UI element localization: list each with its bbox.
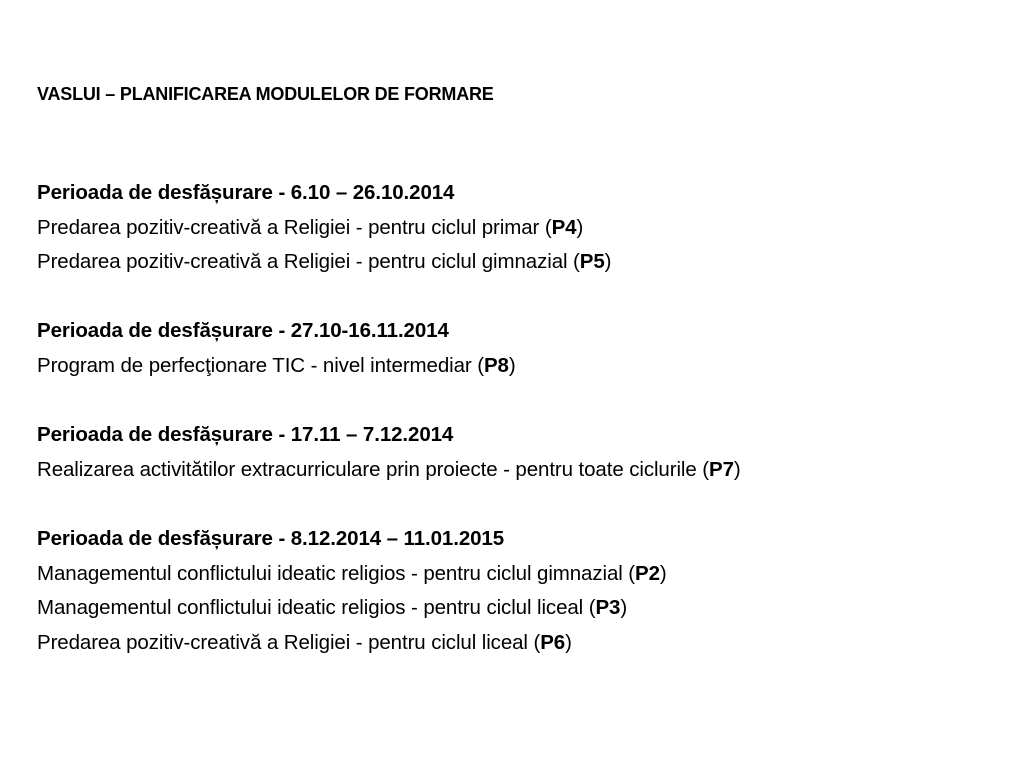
module-line <box>37 557 1007 592</box>
module-close: ) <box>565 630 572 654</box>
period-block <box>37 176 1007 280</box>
module-close: ) <box>733 457 741 481</box>
period-block <box>37 418 1007 487</box>
module-code: P3 <box>595 596 621 620</box>
module-code: P5 <box>579 250 605 274</box>
period-block <box>37 314 1007 383</box>
module-code: P8 <box>483 353 509 377</box>
module-code: P6 <box>540 630 566 654</box>
period-heading: Perioada de desfășurare - 6.10 – 26.10.2014 <box>37 181 455 204</box>
module-close: ) <box>604 250 612 274</box>
module-line <box>37 453 1007 488</box>
module-line <box>37 626 1007 661</box>
module-title: Predarea pozitiv-creativă a Religiei - pentru ciclul liceal ( <box>37 630 541 654</box>
module-title: Predarea pozitiv-creativă a Religiei - pentru ciclul gimnazial ( <box>37 250 580 274</box>
module-title: Managementul conflictului ideatic religios - pentru ciclul liceal ( <box>37 596 596 620</box>
module-line <box>37 349 1007 384</box>
module-close: ) <box>576 215 584 239</box>
schedule-body <box>37 176 1007 695</box>
period-block <box>37 522 1007 660</box>
module-code: P4 <box>551 215 577 239</box>
period-heading: Perioada de desfășurare - 17.11 – 7.12.2014 <box>37 423 454 447</box>
page-title: VASLUI – PLANIFICAREA MODULELOR DE FORMARE <box>37 84 494 104</box>
module-close: ) <box>508 353 516 377</box>
module-close: ) <box>659 561 667 585</box>
module-code: P7 <box>709 457 734 481</box>
period-heading: Perioada de desfășurare - 8.12.2014 – 11.01.2015 <box>37 526 505 550</box>
module-title: Realizarea activitătilor extracurriculare prin proiecte - pentru toate ciclurile ( <box>37 457 709 481</box>
period-heading: Perioada de desfășurare - 27.10-16.11.2014 <box>37 319 449 343</box>
module-close: ) <box>620 596 628 620</box>
module-title: Predarea pozitiv-creativă a Religiei - pentru ciclul primar ( <box>37 215 552 239</box>
module-title: Managementul conflictului ideatic religios - pentru ciclul gimnazial ( <box>37 561 636 585</box>
module-line <box>37 211 1007 246</box>
module-code: P2 <box>635 561 660 585</box>
module-title: Program de perfecţionare TIC - nivel intermediar ( <box>37 353 484 377</box>
module-line <box>37 245 1007 280</box>
module-line <box>37 591 1007 626</box>
